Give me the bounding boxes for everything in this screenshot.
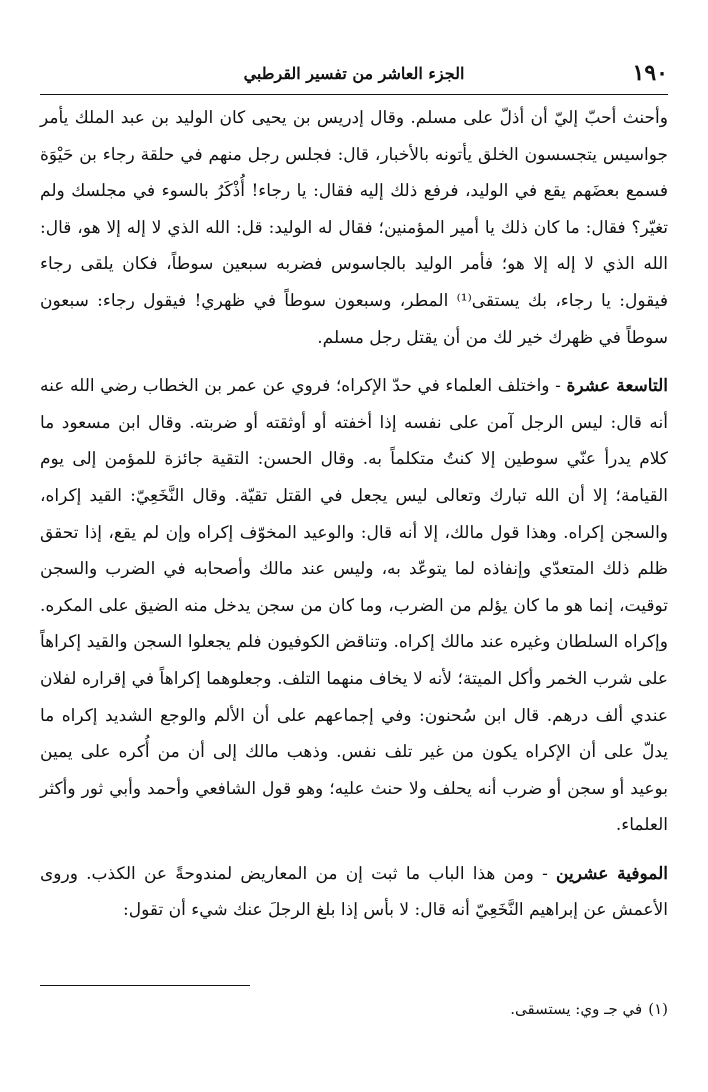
paragraph-label: التاسعة عشرة [566,376,668,397]
paragraph-label: الموفية عشرين [556,863,668,884]
paragraph-text: - واختلف العلماء في حدّ الإكراه؛ فروي عن عمر بن الخطاب رضي الله عنه أنه قال: ليس الرجل آمن على نفسه إذا أخفته أو أوثقته أو ضربته. وقال ابن مسعود ما كلام يدرأ عنّي سوطين إلا كنتُ متكلماً به. وقال الحسن: التقية جائزة للمؤمن إلى يوم القيامة؛ إلا أن الله تبارك وتعالى ليس يجعل في القتل تقيّة. وقال النَّخَعِيّ: القيد إكراه، والسجن إكراه. وهذا قول مالك، إلا أنه قال: والوعيد المخوّف إكراه وإن لم يقع، إذا تحقق ظلم ذلك المتعدّي وإنفاذه لما يتوعّد به، وليس عند مالك وأصحابه في الضرب والسجن توقيت، إنما هو ما كان يؤلم من الضرب، وما كان من سجن يدخل منه الضيق على المكره. وإكراه السلطان وغيره عند مالك إكراه. وتناقض الكوفيون فلم يجعلوا السجن والقيد إكراهاً على شرب الخمر وأكل الميتة؛ لأنه لا يخاف منهما التلف. وجعلوهما إكراهاً في إقراره لفلان عندي ألف درهم. قال ابن سُحنون: وفي إجماعهم على أن الألم والوجع الشديد إكراه ما يدلّ على أن الإكراه يكون من غير تلف نفس. وذهب مالك إلى أن من أُكره على يمين بوعيد أو سجن أو ضرب أنه يحلف ولا حنث عليه؛ وهو قول الشافعي وأحمد وأبي ثور وأكثر العلماء. [40,376,668,836]
running-title: الجزء العاشر من تفسير القرطبي [243,64,465,83]
footnote-divider [40,985,250,986]
body-text [40,100,668,935]
paragraph-3 [40,856,668,929]
page-header [40,58,668,95]
paragraph-1 [40,100,668,356]
paragraph-text: - ومن هذا الباب ما ثبت إن من المعاريض لمندوحةً عن الكذب. وروى الأعمش عن إبراهيم النَّخَعِيّ أنه قال: لا بأس إذا بلغ الرجلَ عنك شيء أن تقول: [40,863,668,921]
paragraph-2 [40,368,668,844]
footnote-text: في جـ وي: يستسقى. [510,1000,643,1018]
footnote-marker: (١) [648,1000,668,1018]
page-number: ١٩٠ [632,60,668,86]
paragraph-text: وأحنث أحبّ إليّ أن أذلّ على مسلم. وقال إدريس بن يحيى كان الوليد بن عبد الملك يأمر جواسيس يتجسسون الخلق يأتونه بالأخبار، قال: فجلس رجل منهم في حلقة رجاء بن حَيْوَة فسمع بعضَهم يقع في الوليد، فرفع ذلك إليه فقال: يا رجاء! أُذْكَرُ بالسوء في مجلسك ولم تغيّر؟ فقال: ما كان ذلك يا أمير المؤمنين؛ فقال له الوليد: قل: الله الذي لا إله إلا هو، قال: الله الذي لا إله إلا هو؛ فأمر الوليد بالجاسوس فضربه سبعين سوطاً، فكان يلقى رجاء فيقول: يا رجاء، بك يستقى⁽¹⁾ المطر، وسبعون سوطاً في ظهري! فيقول رجاء: سبعون سوطاً في ظهرك خير لك من أن يقتل رجل مسلم. [40,108,668,348]
footnote [40,1000,668,1018]
